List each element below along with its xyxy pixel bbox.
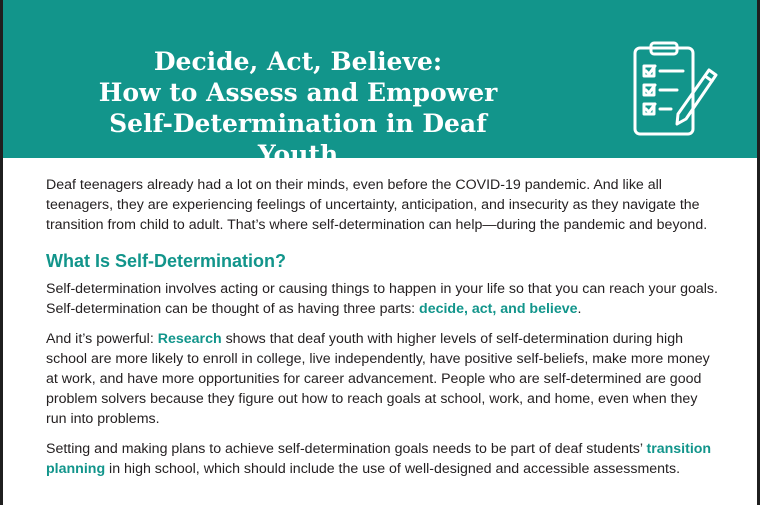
- planning-text: Setting and making plans to achieve self-determination goals needs to be part of deaf students’: [46, 441, 647, 457]
- title-line-1: Decide, Act, Believe:: [153, 47, 443, 76]
- title-line-2: How to Assess and Empower: [98, 78, 498, 107]
- research-intro: And it’s powerful:: [46, 331, 158, 347]
- header-banner: [3, 0, 757, 169]
- research-link[interactable]: Research: [157, 331, 222, 347]
- section-heading: What Is Self-Determination?: [46, 251, 287, 271]
- research-text: shows that deaf youth with higher levels of self-determination during high school are more likely to enroll in college, live independently, have positive self-beliefs, make more money at work, and have more opportunities for career advancement. People who are self-determined are good problem solvers because they figure out how to reach goals at school, work, and home, even when they run into problems.: [46, 331, 710, 427]
- page-title: [73, 46, 523, 170]
- planning-end: in high school, which should include the use of well-designed and accessible assessments.: [105, 461, 681, 477]
- article-body: [46, 175, 720, 489]
- intro-paragraph: Deaf teenagers already had a lot on their minds, even before the COVID-19 pandemic. And like all teenagers, they are experiencing feelings of uncertainty, anticipation, and insecurity as they navigate the transition from child to adult. That’s where self-determination can help—during the pandemic and beyond.: [46, 177, 708, 233]
- research-paragraph: [46, 329, 720, 429]
- title-line-3: Self-Determination in Deaf Youth: [109, 109, 487, 169]
- definition-text: Self-determination involves acting or causing things to happen in your life so that you can reach your goals. Self-determination can be thought of as having three parts:: [46, 281, 718, 317]
- definition-paragraph: [46, 279, 720, 319]
- decide-act-believe-highlight: decide, act, and believe: [419, 301, 578, 317]
- transition-planning-link[interactable]: transition planning: [46, 441, 712, 477]
- clipboard-checklist-icon: [629, 40, 721, 140]
- planning-paragraph: [46, 439, 720, 479]
- definition-end: .: [577, 301, 582, 317]
